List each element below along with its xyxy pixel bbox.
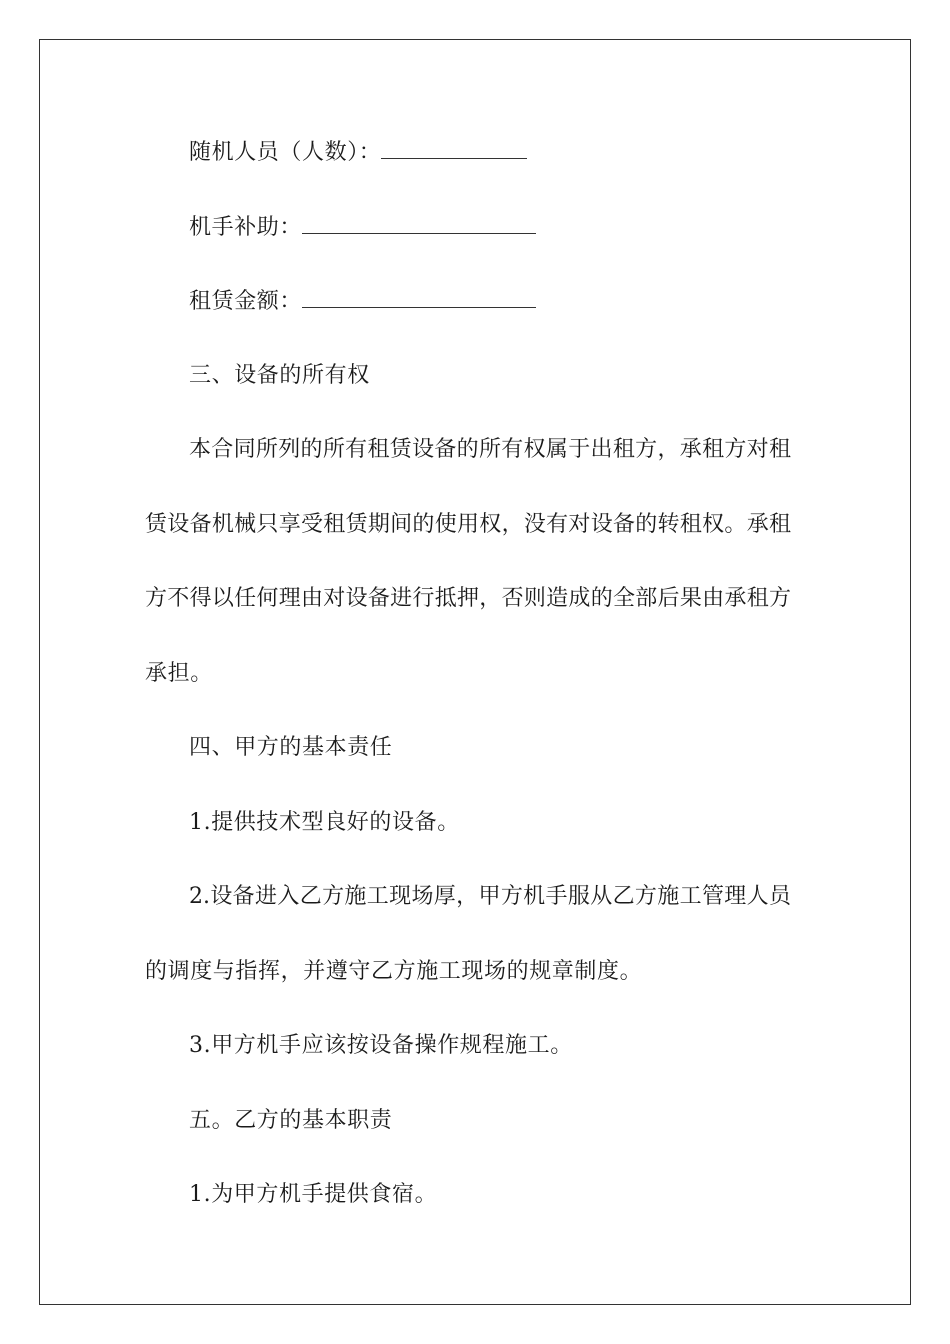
field-personnel-blank: [381, 138, 527, 159]
section3-paragraph-line: 本合同所列的所有租赁设备的所有权属于出租方，承租方对租: [189, 437, 791, 462]
field-rental-amount-blank: [302, 287, 536, 308]
field-operator-subsidy-blank: [302, 213, 536, 234]
field-operator-subsidy: [189, 213, 536, 242]
section4-item3: 3.甲方机手应该按设备操作规程施工。: [189, 1033, 573, 1058]
field-operator-subsidy-label: 机手补助：: [189, 215, 303, 240]
section3-paragraph-line: 承担。: [145, 661, 213, 686]
section5-heading: 五。乙方的基本职责: [189, 1108, 393, 1133]
section3-heading: 三、设备的所有权: [189, 363, 370, 388]
section4-heading: 四、甲方的基本责任: [189, 735, 393, 760]
section3-paragraph-line: 赁设备机械只享受租赁期间的使用权，没有对设备的转租权。承租: [145, 512, 791, 537]
section4-item1: 1.提供技术型良好的设备。: [189, 810, 460, 835]
field-rental-amount: [189, 287, 536, 316]
field-personnel: [189, 138, 527, 167]
field-personnel-label: 随机人员（人数）：: [189, 140, 382, 165]
section4-item2-line: 2.设备进入乙方施工现场厚，甲方机手服从乙方施工管理人员: [189, 884, 791, 909]
section3-paragraph-line: 方不得以任何理由对设备进行抵押，否则造成的全部后果由承租方: [145, 586, 791, 611]
section5-item1: 1.为甲方机手提供食宿。: [189, 1182, 438, 1207]
field-rental-amount-label: 租赁金额：: [189, 289, 303, 314]
section4-item2-line: 的调度与指挥，并遵守乙方施工现场的规章制度。: [145, 959, 643, 984]
